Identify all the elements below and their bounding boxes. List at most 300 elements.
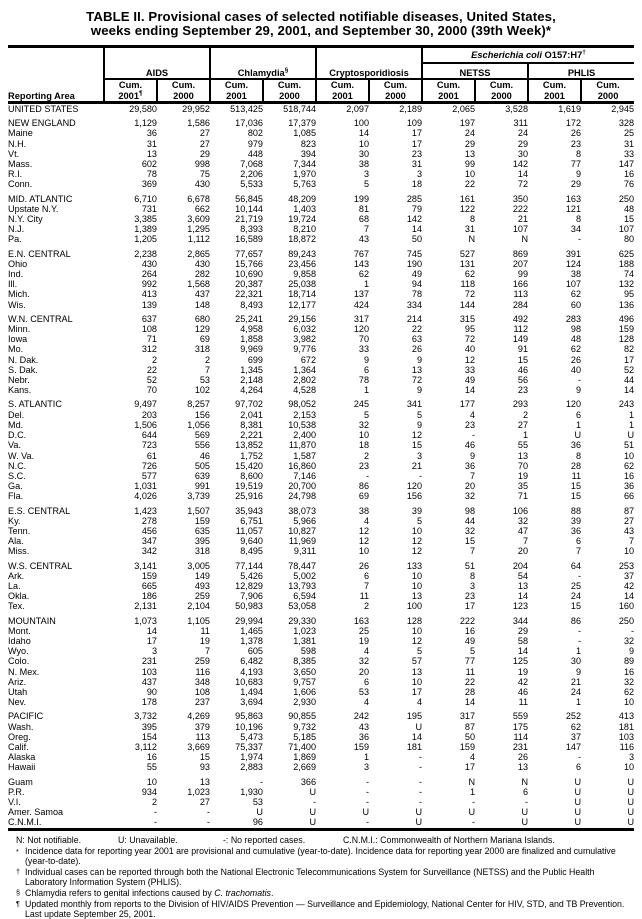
chlamydia-group-header bbox=[210, 47, 316, 80]
value-cell: 9,969 bbox=[240, 344, 263, 355]
value-cell: 38 bbox=[358, 159, 370, 170]
value-cell: 5,533 bbox=[240, 179, 263, 190]
value-cell: 328 bbox=[618, 118, 635, 129]
aids-group-label: AIDS bbox=[145, 67, 169, 78]
footnote-item bbox=[16, 867, 626, 888]
value-cell: N bbox=[468, 234, 476, 245]
table-row bbox=[8, 787, 634, 797]
value-cell: 49 bbox=[411, 269, 423, 280]
value-cell: 116 bbox=[195, 666, 210, 677]
value-cell: 3 bbox=[363, 762, 370, 773]
value-cell: 33 bbox=[464, 364, 476, 375]
chlamydia-footnote-mark: § bbox=[284, 66, 289, 74]
value-cell: 7 bbox=[363, 580, 370, 591]
value-cell: 293 bbox=[512, 399, 529, 410]
table-row bbox=[8, 375, 634, 385]
reporting-area-cell: S. Dak. bbox=[8, 364, 38, 375]
value-cell: 17,036 bbox=[235, 118, 263, 129]
value-cell: 107 bbox=[565, 279, 582, 290]
value-cell: 518,744 bbox=[283, 104, 317, 114]
value-cell: 37 bbox=[570, 731, 582, 742]
notifiable-diseases-table bbox=[8, 45, 634, 831]
value-cell: - bbox=[577, 375, 582, 386]
value-cell: 90,855 bbox=[288, 711, 317, 722]
value-cell: 2,669 bbox=[293, 762, 317, 773]
footnote-marker: ¶ bbox=[16, 899, 20, 909]
value-cell: 20 bbox=[464, 481, 476, 492]
value-cell: 89,243 bbox=[288, 248, 317, 259]
table-row bbox=[8, 807, 634, 817]
value-cell: 15 bbox=[199, 752, 210, 763]
reporting-area-cell: Mo. bbox=[8, 344, 24, 355]
value-cell: 1 bbox=[363, 385, 370, 396]
table-row bbox=[8, 491, 634, 501]
value-cell: 11,870 bbox=[288, 440, 317, 451]
value-cell: - bbox=[418, 797, 423, 807]
value-cell: 15 bbox=[570, 491, 582, 502]
value-cell: 16 bbox=[623, 666, 635, 677]
value-cell: 195 bbox=[406, 711, 423, 722]
reporting-area-cell: MID. ATLANTIC bbox=[8, 193, 73, 204]
value-cell: 430 bbox=[194, 179, 210, 190]
value-cell: - bbox=[418, 470, 423, 481]
value-cell: 22 bbox=[464, 676, 476, 687]
value-cell: 70 bbox=[517, 460, 529, 471]
value-cell: 513,425 bbox=[230, 104, 263, 114]
table-row bbox=[8, 245, 634, 259]
value-cell: 15 bbox=[411, 440, 423, 451]
value-cell: 10 bbox=[411, 625, 423, 636]
value-cell: 95,863 bbox=[235, 711, 263, 722]
value-cell: 88 bbox=[570, 505, 582, 516]
table-row bbox=[8, 722, 634, 732]
value-cell: 6 bbox=[363, 364, 370, 375]
value-cell: 159 bbox=[141, 570, 157, 581]
value-cell: 19 bbox=[517, 666, 529, 677]
value-cell: 38 bbox=[570, 269, 582, 280]
value-cell: 124 bbox=[565, 258, 582, 269]
value-cell: - bbox=[418, 752, 423, 763]
aids-group-header bbox=[104, 47, 210, 80]
value-cell: 48 bbox=[570, 334, 582, 345]
value-cell: 144 bbox=[459, 299, 476, 310]
value-cell: 3,528 bbox=[505, 104, 529, 114]
value-cell: 50 bbox=[411, 234, 423, 245]
value-cell: 39 bbox=[570, 515, 582, 526]
value-cell: 369 bbox=[141, 179, 157, 190]
value-cell: 3 bbox=[151, 646, 157, 657]
value-cell: - bbox=[418, 776, 423, 787]
value-cell: 934 bbox=[141, 786, 157, 797]
value-cell: 605 bbox=[247, 646, 263, 657]
value-cell: 5 bbox=[416, 646, 423, 657]
reporting-area-cell: W. Va. bbox=[8, 450, 35, 461]
value-cell: 163 bbox=[353, 615, 370, 626]
table-row bbox=[8, 656, 634, 666]
value-cell: 68 bbox=[358, 214, 370, 225]
value-cell: 448 bbox=[247, 148, 263, 159]
value-cell: 10,683 bbox=[235, 676, 263, 687]
value-cell: U bbox=[574, 786, 582, 797]
value-cell: 1,031 bbox=[134, 481, 157, 492]
value-cell: 9 bbox=[629, 646, 635, 657]
value-cell: 424 bbox=[353, 299, 370, 310]
table-row bbox=[8, 697, 634, 707]
value-cell: 6 bbox=[522, 786, 529, 797]
value-cell: 52 bbox=[146, 375, 157, 386]
reporting-area-cell: N.H. bbox=[8, 138, 27, 149]
value-cell: 37 bbox=[623, 570, 635, 581]
value-cell: 18 bbox=[411, 179, 423, 190]
value-cell: 3,141 bbox=[134, 560, 157, 571]
value-cell: 23 bbox=[411, 148, 423, 159]
value-cell: 42 bbox=[517, 676, 529, 687]
reporting-area-cell: PACIFIC bbox=[8, 711, 44, 722]
reporting-area-cell: V.I. bbox=[8, 797, 21, 807]
value-cell: 23 bbox=[517, 385, 529, 396]
value-cell: 32 bbox=[358, 419, 370, 430]
value-cell: 62 bbox=[623, 460, 635, 471]
value-cell: 1,295 bbox=[187, 224, 210, 235]
value-cell: 699 bbox=[247, 354, 263, 365]
value-cell: 8,210 bbox=[293, 224, 317, 235]
value-cell: 71,400 bbox=[288, 741, 317, 752]
value-cell: 12 bbox=[358, 536, 370, 547]
value-cell: U bbox=[574, 817, 582, 828]
value-cell: 14 bbox=[411, 224, 423, 235]
value-cell: 7 bbox=[204, 646, 210, 657]
value-cell: 51 bbox=[623, 440, 635, 451]
value-cell: 79 bbox=[411, 203, 423, 214]
value-cell: 21 bbox=[570, 676, 582, 687]
reporting-area-cell: E.S. CENTRAL bbox=[8, 505, 71, 516]
value-cell: 121 bbox=[565, 203, 582, 214]
value-cell: 6 bbox=[575, 409, 582, 420]
value-cell: U bbox=[362, 807, 370, 818]
value-cell: 1,381 bbox=[293, 635, 317, 646]
value-cell: 22 bbox=[464, 179, 476, 190]
value-cell: 253 bbox=[618, 560, 635, 571]
reporting-area-cell: Utah bbox=[8, 686, 28, 697]
value-cell: 54 bbox=[517, 570, 529, 581]
table-row bbox=[8, 471, 634, 481]
value-cell: 178 bbox=[141, 697, 157, 708]
value-cell: 13 bbox=[411, 364, 423, 375]
value-cell: 3,669 bbox=[187, 741, 210, 752]
value-cell: 70 bbox=[146, 385, 157, 396]
value-cell: U bbox=[574, 430, 582, 441]
value-cell: 2,930 bbox=[293, 697, 317, 708]
value-cell: 869 bbox=[512, 248, 529, 259]
value-cell: 598 bbox=[300, 646, 317, 657]
value-cell: 726 bbox=[141, 460, 157, 471]
value-cell: 496 bbox=[618, 313, 635, 324]
value-cell: 161 bbox=[459, 193, 476, 204]
value-cell: 108 bbox=[194, 686, 210, 697]
value-cell: 103 bbox=[618, 731, 635, 742]
value-cell: 14 bbox=[517, 169, 529, 180]
value-cell: 10 bbox=[358, 430, 370, 441]
reporting-area-cell: Iowa bbox=[8, 334, 28, 345]
value-cell: 26 bbox=[570, 354, 582, 365]
value-cell: 2,206 bbox=[240, 169, 263, 180]
value-cell: U bbox=[627, 786, 635, 797]
value-cell: 1,105 bbox=[187, 615, 210, 626]
table-row bbox=[8, 440, 634, 450]
value-cell: 1,129 bbox=[134, 118, 157, 129]
value-cell: 31 bbox=[464, 224, 476, 235]
table-row bbox=[8, 103, 634, 115]
reporting-area-cell: Va. bbox=[8, 440, 21, 451]
value-cell: 2,097 bbox=[346, 104, 370, 114]
value-cell: 40 bbox=[570, 364, 582, 375]
value-cell: 71 bbox=[517, 491, 529, 502]
value-cell: 62 bbox=[464, 269, 476, 280]
value-cell: 17,379 bbox=[288, 118, 317, 129]
value-cell: 143 bbox=[353, 258, 370, 269]
value-cell: 25 bbox=[358, 625, 370, 636]
value-cell: 317 bbox=[353, 313, 370, 324]
value-cell: 1,568 bbox=[187, 279, 210, 290]
table-row bbox=[8, 214, 634, 224]
value-cell: 1,970 bbox=[293, 169, 317, 180]
value-cell: 10 bbox=[623, 697, 635, 708]
table-row bbox=[8, 149, 634, 159]
value-cell: 27 bbox=[199, 128, 210, 139]
value-cell: 1,930 bbox=[240, 786, 263, 797]
reporting-area-cell: Nebr. bbox=[8, 375, 30, 386]
value-cell: 28 bbox=[570, 460, 582, 471]
value-cell: 14 bbox=[464, 697, 476, 708]
value-cell: 12 bbox=[464, 354, 476, 365]
value-cell: 11,969 bbox=[288, 536, 317, 547]
value-cell: 48 bbox=[623, 203, 635, 214]
ecoli-footnote-mark: † bbox=[582, 48, 586, 56]
reporting-area-cell: Idaho bbox=[8, 635, 31, 646]
reporting-area-cell: NEW ENGLAND bbox=[8, 118, 76, 129]
value-cell: 347 bbox=[141, 536, 157, 547]
value-cell: 6,678 bbox=[187, 193, 210, 204]
value-cell: U bbox=[415, 807, 423, 818]
value-cell: 672 bbox=[300, 354, 317, 365]
table-row bbox=[8, 646, 634, 656]
value-cell: U bbox=[627, 430, 635, 441]
value-cell: 98 bbox=[464, 505, 476, 516]
table-row bbox=[8, 516, 634, 526]
value-cell: 3,112 bbox=[134, 741, 157, 752]
value-cell: 391 bbox=[565, 248, 582, 259]
value-cell: 1,619 bbox=[558, 104, 582, 114]
value-cell: 15 bbox=[464, 536, 476, 547]
value-cell: 26 bbox=[570, 128, 582, 139]
table-row bbox=[8, 762, 634, 772]
value-cell: 2,131 bbox=[134, 601, 157, 612]
value-cell: 1,085 bbox=[293, 128, 317, 139]
page-title-line1: TABLE II. Provisional cases of selected notifiable diseases, United States, bbox=[86, 9, 556, 24]
value-cell: 22 bbox=[411, 324, 423, 335]
reporting-area-cell: MOUNTAIN bbox=[8, 615, 56, 626]
legend-item: U: Unavailable. bbox=[118, 834, 178, 845]
value-cell: 23,456 bbox=[288, 258, 317, 269]
value-cell: 2,221 bbox=[240, 430, 263, 441]
value-cell: 43 bbox=[358, 234, 370, 245]
value-cell: 113 bbox=[513, 289, 529, 300]
value-cell: 35,943 bbox=[235, 505, 263, 516]
value-cell: 15 bbox=[517, 354, 529, 365]
value-cell: 166 bbox=[512, 279, 529, 290]
value-cell: 644 bbox=[141, 430, 157, 441]
value-cell: 1,112 bbox=[187, 234, 210, 245]
cum-2000-header: Cum. 2000 bbox=[581, 79, 634, 103]
value-cell: 21 bbox=[411, 460, 423, 471]
value-cell: 6 bbox=[363, 570, 370, 581]
value-cell: 100 bbox=[353, 118, 370, 129]
cum-2000-header: Cum. 2000 bbox=[157, 79, 210, 103]
value-cell: 1,465 bbox=[240, 625, 263, 636]
value-cell: 1,858 bbox=[240, 334, 263, 345]
value-cell: 6,032 bbox=[293, 324, 317, 335]
value-cell: 35 bbox=[517, 481, 529, 492]
value-cell: 1,023 bbox=[187, 786, 210, 797]
reporting-area-cell: Wis. bbox=[8, 299, 26, 310]
value-cell: 177 bbox=[459, 399, 476, 410]
value-cell: 231 bbox=[141, 656, 157, 667]
value-cell: 197 bbox=[459, 118, 476, 129]
value-cell: 2,041 bbox=[240, 409, 263, 420]
value-cell: 13 bbox=[411, 591, 423, 602]
table-row bbox=[8, 667, 634, 677]
value-cell: 47 bbox=[517, 525, 529, 536]
reporting-area-cell: R.I. bbox=[8, 169, 23, 180]
value-cell: 7,146 bbox=[293, 470, 317, 481]
table-row bbox=[8, 451, 634, 461]
value-cell: 36 bbox=[623, 481, 635, 492]
value-cell: 9 bbox=[416, 354, 423, 365]
value-cell: 62 bbox=[570, 721, 582, 732]
value-cell: 32 bbox=[517, 515, 529, 526]
value-cell: 64 bbox=[570, 560, 582, 571]
value-cell: 32 bbox=[464, 491, 476, 502]
value-cell: 21,719 bbox=[235, 214, 263, 225]
value-cell: 36 bbox=[570, 440, 582, 451]
chlamydia-group-label: Chlamydia bbox=[237, 67, 285, 78]
value-cell: 2 bbox=[363, 601, 370, 612]
value-cell: 1,506 bbox=[134, 419, 157, 430]
value-cell: 9,776 bbox=[293, 344, 317, 355]
value-cell: 42 bbox=[623, 580, 635, 591]
value-cell: 44 bbox=[623, 375, 635, 386]
value-cell: 9,640 bbox=[240, 536, 263, 547]
value-cell: U bbox=[627, 807, 635, 818]
value-cell: 190 bbox=[406, 258, 423, 269]
value-cell: 284 bbox=[512, 299, 529, 310]
cum-2000-header: Cum. 2000 bbox=[475, 79, 528, 103]
value-cell: 8,493 bbox=[240, 299, 263, 310]
value-cell: 3 bbox=[363, 169, 370, 180]
value-cell: 25,916 bbox=[235, 491, 263, 502]
value-cell: 120 bbox=[406, 481, 423, 492]
value-cell: 4 bbox=[363, 515, 370, 526]
value-cell: 344 bbox=[512, 615, 529, 626]
value-cell: 9 bbox=[363, 354, 370, 365]
value-cell: 315 bbox=[459, 313, 476, 324]
value-cell: 250 bbox=[618, 193, 635, 204]
value-cell: 30 bbox=[570, 656, 582, 667]
value-cell: 7,906 bbox=[240, 591, 263, 602]
value-cell: 129 bbox=[194, 324, 210, 335]
reporting-area-cell: Minn. bbox=[8, 324, 31, 335]
value-cell: 3 bbox=[629, 752, 635, 763]
value-cell: - bbox=[577, 752, 582, 763]
value-cell: 3,739 bbox=[187, 491, 210, 502]
value-cell: 160 bbox=[618, 601, 635, 612]
value-cell: 72 bbox=[464, 289, 476, 300]
value-cell: 55 bbox=[517, 440, 529, 451]
reporting-area-cell: Nev. bbox=[8, 697, 27, 708]
table-row bbox=[8, 430, 634, 440]
value-cell: 91 bbox=[517, 344, 529, 355]
value-cell: 8 bbox=[575, 214, 582, 225]
value-cell: 992 bbox=[141, 279, 157, 290]
value-cell: 6,594 bbox=[293, 591, 317, 602]
value-cell: 312 bbox=[141, 344, 157, 355]
value-cell: 12 bbox=[411, 546, 423, 557]
value-cell: 14 bbox=[623, 591, 635, 602]
value-cell: U bbox=[415, 817, 423, 828]
value-cell: 23 bbox=[464, 419, 476, 430]
value-cell: 93 bbox=[199, 762, 210, 773]
value-cell: 125 bbox=[512, 656, 529, 667]
value-cell: 95 bbox=[464, 324, 476, 335]
value-cell: 318 bbox=[194, 344, 210, 355]
value-cell: 802 bbox=[247, 128, 263, 139]
value-cell: 77,657 bbox=[235, 248, 263, 259]
value-cell: 2,865 bbox=[187, 248, 210, 259]
footnote-item bbox=[16, 888, 626, 899]
reporting-area-cell: UNITED STATES bbox=[8, 104, 79, 114]
value-cell: 2 bbox=[522, 409, 529, 420]
footnote-list bbox=[16, 846, 626, 919]
value-cell: 3,732 bbox=[134, 711, 157, 722]
value-cell: 231 bbox=[512, 741, 529, 752]
value-cell: 66 bbox=[623, 491, 635, 502]
cum-2000-header: Cum. 2000 bbox=[369, 79, 422, 103]
value-cell: 52 bbox=[623, 364, 635, 375]
value-cell: 8 bbox=[469, 214, 476, 225]
value-cell: 5,763 bbox=[293, 179, 317, 190]
value-cell: 8,600 bbox=[240, 470, 263, 481]
value-cell: U bbox=[468, 807, 476, 818]
value-cell: 823 bbox=[300, 138, 317, 149]
value-cell: 602 bbox=[141, 159, 157, 170]
value-cell: 128 bbox=[406, 615, 423, 626]
value-cell: 31 bbox=[411, 159, 423, 170]
cum-2001-header: Cum. 2001 bbox=[316, 79, 369, 103]
value-cell: 11 bbox=[518, 697, 529, 708]
value-cell: 78 bbox=[411, 289, 423, 300]
value-cell: 493 bbox=[194, 580, 210, 591]
table-row bbox=[8, 546, 634, 556]
table-row bbox=[8, 204, 634, 214]
value-cell: 188 bbox=[618, 258, 635, 269]
value-cell: 264 bbox=[141, 269, 157, 280]
value-cell: 723 bbox=[141, 440, 157, 451]
value-cell: 98 bbox=[570, 324, 582, 335]
value-cell: 25,241 bbox=[235, 313, 263, 324]
value-cell: 3,005 bbox=[187, 560, 210, 571]
value-cell: 19 bbox=[358, 635, 370, 646]
value-cell: 413 bbox=[618, 711, 635, 722]
